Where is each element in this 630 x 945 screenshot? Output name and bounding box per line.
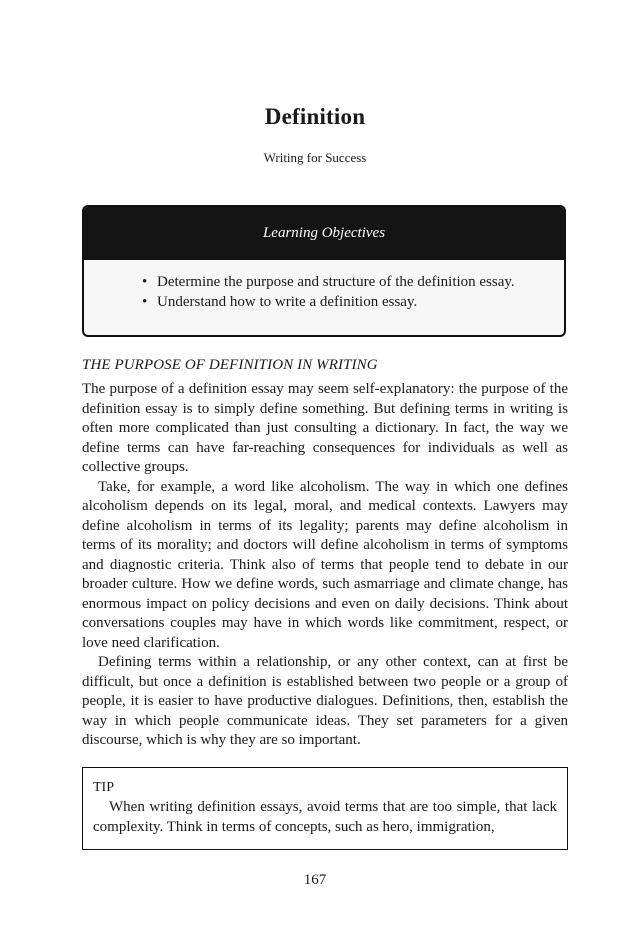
tip-label: TIP: [93, 780, 114, 795]
objective-item: • Understand how to write a definition essay.: [142, 292, 564, 312]
learning-objectives-list: [84, 272, 564, 312]
objective-item: • Determine the purpose and structure of the definition essay.: [142, 272, 564, 292]
learning-objectives-box: [82, 205, 566, 337]
section-heading: THE PURPOSE OF DEFINITION IN WRITING: [82, 357, 378, 373]
tip-text: When writing definition essays, avoid terms that are too simple, that lack complexity. Think in terms of concepts, such as hero, immigration,: [93, 799, 557, 835]
body-paragraph: Defining terms within a relationship, or any other context, can at first be difficult, but once a definition is established between two people or a group of people, it is easier to have productive dialogues. Definitions, then, establish the way in which people communicate ideas. They set parameters for a given discourse, which is why they are so important.: [82, 654, 568, 748]
page-subtitle: Writing for Success: [263, 150, 367, 165]
body-text: [82, 380, 568, 751]
body-paragraph: Take, for example, a word like alcoholism. The way in which one defines alcoholism depends on its legal, moral, and medical contexts. Lawyers may define alcoholism in terms of its legality; parents may define alcoholism in terms of its morality; and doctors will define alcoholism in terms of symptoms and diagnostic criteria. Think also of terms that people tend to debate in our broader culture. How we define words, such asmarriage and climate change, has enormous impact on policy decisions and even on daily decisions. Think about conversations couples may have in which words like commitment, respect, or love need clarification.: [82, 478, 568, 651]
tip-box: [82, 767, 568, 850]
learning-objectives-heading: Learning Objectives: [84, 207, 564, 260]
page-title: Definition: [264, 104, 366, 129]
page-number: 167: [303, 872, 327, 888]
body-paragraph: The purpose of a definition essay may seem self-explanatory: the purpose of the definition essay is to simply define something. But defining terms in writing is often more complicated than just consulting a dictionary. In fact, the way we define terms can have far-reaching consequences for individuals as well as collective groups.: [82, 381, 568, 475]
